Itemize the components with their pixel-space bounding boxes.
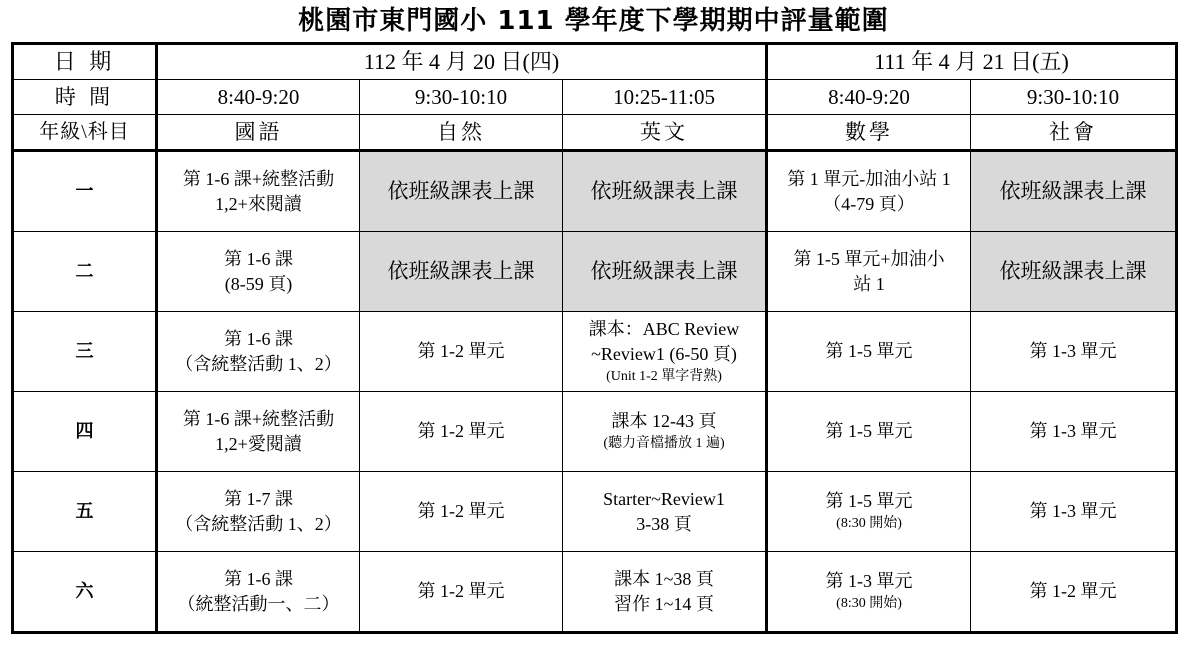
cell-text: 課本：ABC Review: [588, 318, 740, 339]
cell-text: 課本 12-43 頁: [611, 411, 717, 431]
subject-math: 數學: [767, 115, 971, 151]
cell-science: 第 1-2 單元: [360, 392, 563, 472]
table-row: [13, 232, 1177, 312]
cell-math: 第 1-5 單元: [767, 312, 971, 392]
cell-text: 第 1-6 課: [224, 328, 293, 349]
cell-note: (8:30 開始): [836, 516, 902, 531]
cell-text: （含統整活動 1、2）: [175, 353, 342, 374]
cell-math: [767, 151, 971, 232]
time-cell: 8:40-9:20: [157, 80, 360, 115]
cell-text: Starter~Review1: [603, 488, 725, 509]
cell-text: 第 1-3 單元: [825, 571, 913, 591]
cell-chinese: [157, 312, 360, 392]
date-row: [13, 44, 1177, 80]
subject-science: 自然: [360, 115, 563, 151]
cell-social: 第 1-3 單元: [971, 472, 1177, 552]
cell-chinese: [157, 472, 360, 552]
cell-science: 第 1-2 單元: [360, 552, 563, 633]
cell-english: [563, 392, 767, 472]
grade-label: 一: [13, 151, 157, 232]
cell-text: 課本 1~38 頁: [614, 568, 714, 589]
cell-text: 第 1-6 課+統整活動: [182, 168, 335, 189]
cell-text: 第 1-5 單元+加油小: [793, 248, 945, 269]
subject-chinese: 國語: [157, 115, 360, 151]
cell-text: ~Review1 (6-50 頁): [591, 343, 737, 364]
table-row: [13, 392, 1177, 472]
cell-english: 依班級課表上課: [563, 232, 767, 312]
cell-social: 依班級課表上課: [971, 151, 1177, 232]
grade-label: 六: [13, 552, 157, 633]
cell-social: 第 1-3 單元: [971, 392, 1177, 472]
table-row: [13, 312, 1177, 392]
cell-science: 依班級課表上課: [360, 151, 563, 232]
cell-text: 1,2+來閱讀: [215, 193, 302, 214]
cell-note: (聽力音檔播放 1 遍): [603, 436, 725, 451]
cell-math: 第 1-5 單元: [767, 392, 971, 472]
time-row: [13, 80, 1177, 115]
cell-text: 1,2+愛閱讀: [215, 433, 302, 454]
grade-label: 四: [13, 392, 157, 472]
cell-text: (8-59 頁): [224, 273, 293, 294]
cell-math: [767, 472, 971, 552]
cell-text: 習作 1~14 頁: [614, 593, 714, 614]
cell-text: 第 1-6 課: [224, 248, 293, 269]
subject-label: 年級\科目: [13, 115, 157, 151]
cell-text: （含統整活動 1、2）: [175, 513, 342, 534]
cell-text: 第 1-6 課+統整活動: [182, 408, 335, 429]
time-cell: 8:40-9:20: [767, 80, 971, 115]
cell-text: 第 1-5 單元: [825, 491, 913, 511]
cell-text: 3-38 頁: [636, 513, 692, 534]
table-row: [13, 472, 1177, 552]
date-label: 日 期: [13, 44, 157, 80]
subject-english: 英文: [563, 115, 767, 151]
cell-science: 依班級課表上課: [360, 232, 563, 312]
date-day2: 111 年 4 月 21 日(五): [767, 44, 1177, 80]
cell-text: 第 1 單元-加油小站 1: [787, 168, 951, 189]
cell-chinese: [157, 151, 360, 232]
subject-row: [13, 115, 1177, 151]
grade-label: 五: [13, 472, 157, 552]
cell-english: [563, 552, 767, 633]
table-row: [13, 552, 1177, 633]
cell-social: 第 1-3 單元: [971, 312, 1177, 392]
date-day1: 112 年 4 月 20 日(四): [157, 44, 767, 80]
cell-text: （4-79 頁）: [823, 193, 915, 214]
time-cell: 9:30-10:10: [971, 80, 1177, 115]
cell-chinese: [157, 232, 360, 312]
time-cell: 10:25-11:05: [563, 80, 767, 115]
cell-science: 第 1-2 單元: [360, 472, 563, 552]
cell-text: （統整活動一、二）: [177, 593, 340, 614]
cell-text: 第 1-7 課: [224, 488, 293, 509]
table-row: [13, 151, 1177, 232]
cell-social: 依班級課表上課: [971, 232, 1177, 312]
subject-social: 社會: [971, 115, 1177, 151]
time-cell: 9:30-10:10: [360, 80, 563, 115]
cell-chinese: [157, 552, 360, 633]
cell-math: [767, 552, 971, 633]
cell-chinese: [157, 392, 360, 472]
grade-label: 二: [13, 232, 157, 312]
cell-note: (8:30 開始): [836, 596, 902, 611]
cell-text: 站 1: [853, 273, 885, 294]
time-label: 時 間: [13, 80, 157, 115]
exam-scope-table: [11, 42, 1178, 634]
cell-social: 第 1-2 單元: [971, 552, 1177, 633]
cell-english: [563, 312, 767, 392]
cell-math: [767, 232, 971, 312]
page-title: 桃園市東門國小 111 學年度下學期期中評量範圍: [298, 6, 889, 36]
grade-label: 三: [13, 312, 157, 392]
cell-english: [563, 472, 767, 552]
cell-science: 第 1-2 單元: [360, 312, 563, 392]
cell-note: (Unit 1-2 單字背熟): [606, 368, 722, 384]
cell-english: 依班級課表上課: [563, 151, 767, 232]
cell-text: 第 1-6 課: [224, 568, 293, 589]
